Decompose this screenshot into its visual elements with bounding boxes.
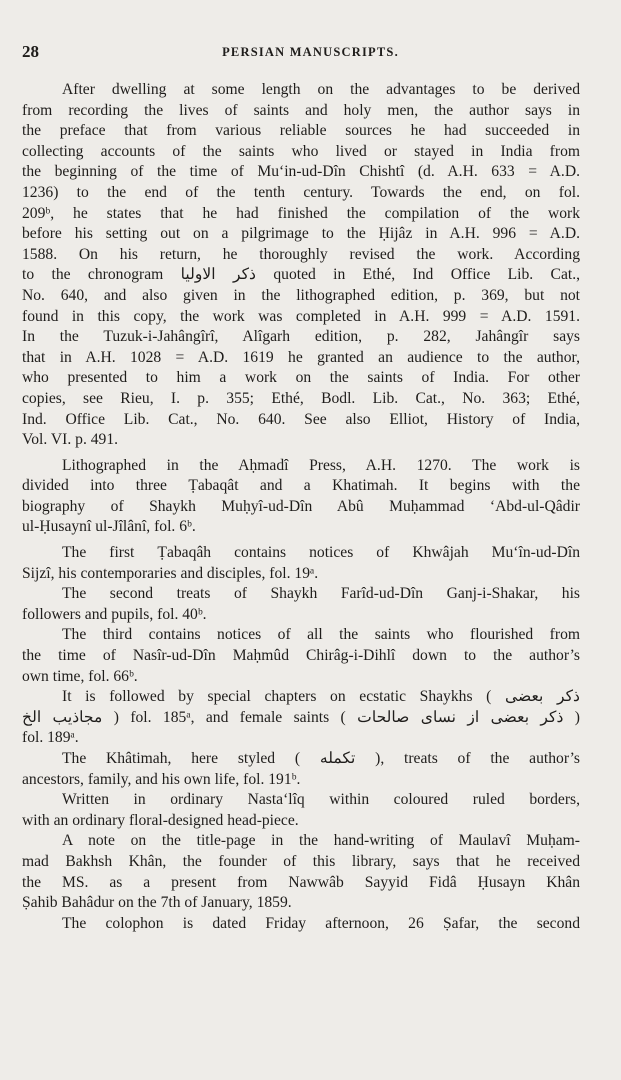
text-line: The Khâtimah, here styled ( تکمله ), treats of the author’s bbox=[62, 750, 580, 767]
text-line: own time, fol. 66ᵇ. bbox=[22, 667, 138, 685]
text-line: 1588. On his return, he thoroughly revised the work. According bbox=[22, 245, 580, 263]
text-line: the beginning of the time of Mu‘in-ud-Dîn Chishtî (d. A.H. 633 = A.D. bbox=[22, 163, 580, 181]
text-line: mad Bakhsh Khân, the founder of this library, says that he received bbox=[22, 852, 580, 870]
text-line: that in A.H. 1028 = A.D. 1619 he granted an audience to the author, bbox=[22, 348, 580, 366]
text-line: It is followed by special chapters on ecstatic Shaykhs ( ذکر بعضی bbox=[62, 688, 580, 706]
text-line: with an ordinary floral-designed head-piece. bbox=[22, 811, 299, 829]
text-line: fol. 189ᵃ. bbox=[22, 729, 79, 747]
text-line: No. 640, and also given in the lithographed edition, p. 369, but not bbox=[22, 286, 580, 304]
text-line: Lithographed in the Aḥmadî Press, A.H. 1270. The work is bbox=[62, 456, 580, 474]
text-line: In the Tuzuk-i-Jahângîrî, Alîgarh edition, p. 282, Jahângîr says bbox=[22, 328, 580, 346]
text-line: A note on the title-page in the hand-writing of Maulavî Muḥam- bbox=[62, 832, 580, 850]
text-line: 209ᵇ, he states that he had finished the compilation of the work bbox=[22, 204, 580, 222]
text-line: ancestors, family, and his own life, fol. 191ᵇ. bbox=[22, 770, 301, 788]
text-line: before his setting out on a pilgrimage to the Ḥijâz in A.H. 996 = A.D. bbox=[22, 225, 580, 243]
page-header bbox=[0, 42, 621, 66]
text-line: The first Ṭabaqâh contains notices of Khwâjah Mu‘în-ud-Dîn bbox=[62, 544, 580, 562]
text-line: 1236) to the end of the tenth century. Towards the end, on fol. bbox=[22, 183, 580, 201]
text-line: the preface that from various reliable sources he had succeeded in bbox=[22, 122, 580, 140]
text-line: After dwelling at some length on the advantages to be derived bbox=[62, 81, 580, 98]
text-line: biography of Shaykh Muḥyî-ud-Dîn Abû Muḥammad ‘Abd-ul-Qâdir bbox=[22, 497, 580, 515]
text-line: Sijzî, his contemporaries and disciples, fol. 19ᵃ. bbox=[22, 564, 319, 582]
text-line: divided into three Ṭabaqât and a Khatimah. It begins with the bbox=[22, 477, 580, 495]
page-number: 28 bbox=[22, 42, 39, 61]
text-line: to the chronogram ذکر الاولیا quoted in Ethé, Ind Office Lib. Cat., bbox=[22, 266, 580, 284]
text-line: Vol. VI. p. 491. bbox=[22, 431, 119, 449]
text-line: the MS. as a present from Nawwâb Sayyid Fidâ Ḥusayn Khân bbox=[22, 873, 580, 891]
text-line: مجاذیب الخ ) fol. 185ᵃ, and female saints ( ذکر بعضی از نسای صالحات ) bbox=[22, 708, 580, 726]
text-line: Written in ordinary Nasta‘lîq within coloured ruled borders, bbox=[62, 791, 580, 809]
text-line: from recording the lives of saints and holy men, the author says in bbox=[22, 101, 580, 119]
text-line: The third contains notices of all the saints who flourished from bbox=[62, 626, 580, 644]
text-line: copies, see Rieu, I. p. 355; Ethé, Bodl. Lib. Cat., No. 363; Ethé, bbox=[22, 389, 580, 407]
text-line: followers and pupils, fol. 40ᵇ. bbox=[22, 605, 207, 623]
text-line: collecting accounts of the saints who lived or stayed in India from bbox=[22, 142, 580, 160]
body-text bbox=[22, 80, 580, 934]
text-line: who presented to him a work on the saints of India. For other bbox=[22, 369, 580, 387]
text-line: Ind. Office Lib. Cat., No. 640. See also Elliot, History of India, bbox=[22, 410, 580, 428]
running-title: PERSIAN MANUSCRIPTS. bbox=[222, 45, 399, 59]
text-line: found in this copy, the work was completed in A.H. 999 = A.D. 1591. bbox=[22, 307, 580, 325]
text-line: the time of Nasîr-ud-Dîn Maḥmûd Chirâg-i-Dihlî down to the author’s bbox=[22, 647, 580, 665]
text-line: Ṣahib Bahâdur on the 7th of January, 1859. bbox=[22, 894, 292, 912]
text-line: ul-Ḥusaynî ul-Jîlânî, fol. 6ᵇ. bbox=[22, 518, 196, 536]
text-line: The second treats of Shaykh Farîd-ud-Dîn Ganj-i-Shakar, his bbox=[62, 585, 580, 603]
text-line: The colophon is dated Friday afternoon, 26 Ṣafar, the second bbox=[62, 914, 580, 932]
